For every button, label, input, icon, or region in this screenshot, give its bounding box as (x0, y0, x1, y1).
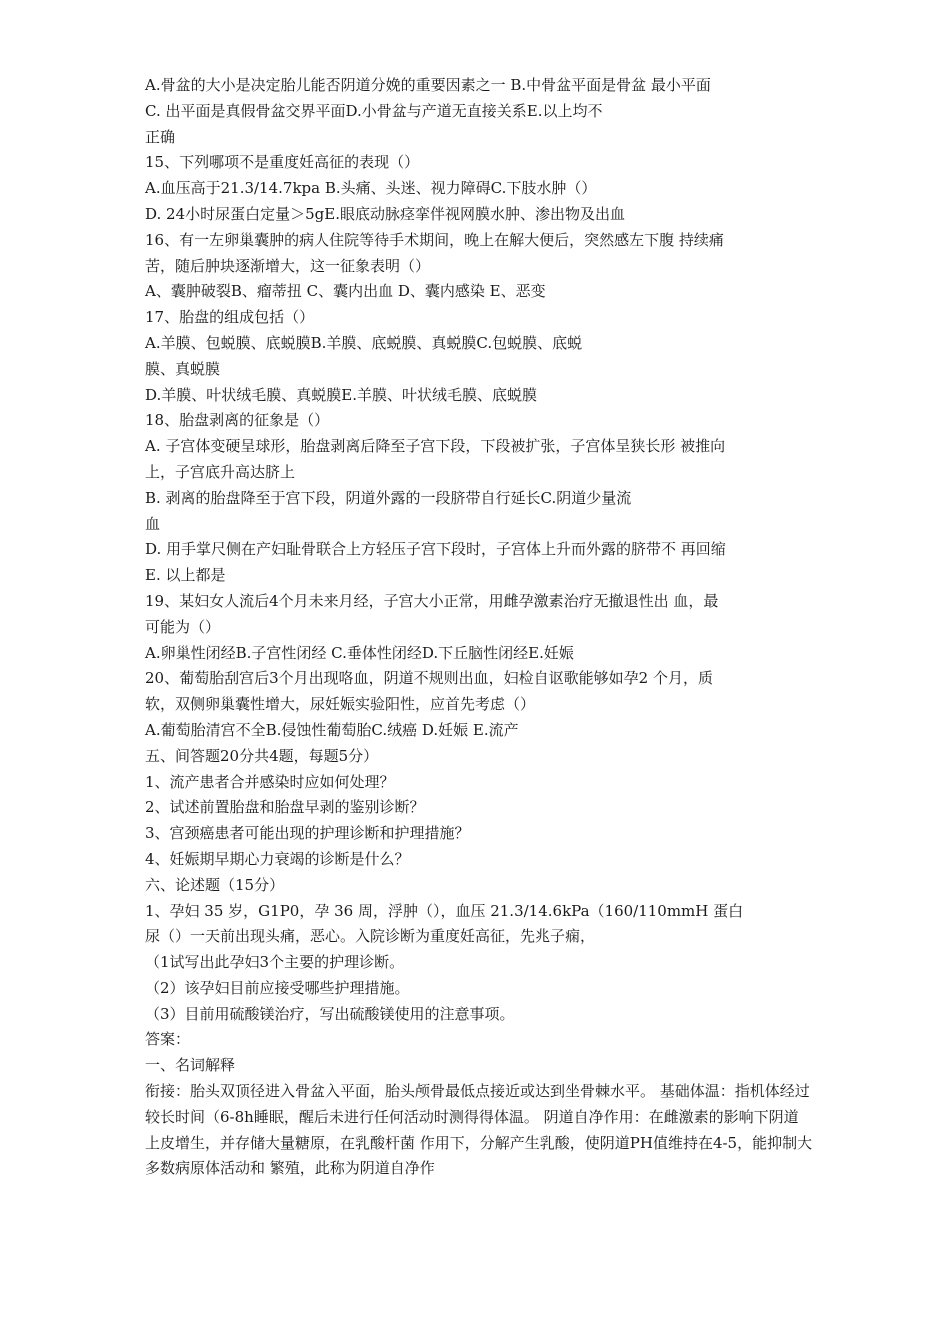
text-line: A.血压高于21.3/14.7kpa B.头痛、头迷、视力障碍C.下肢水肿（） (145, 179, 597, 198)
question-item: 4、妊娠期早期心力衰竭的诊断是什么？ (145, 849, 410, 868)
question-15: 15、下列哪项不是重度妊高征的表现（） (145, 153, 420, 172)
text-line: C. 出平面是真假骨盆交界平面D.小骨盆与产道无直接关系E.以上均不 (145, 101, 603, 120)
document-page (145, 73, 813, 1182)
sub-question: （3）目前用硫酸镁治疗，写出硫酸镁使用的注意事项。 (145, 1004, 515, 1023)
text-line: D. 24小时尿蛋白定量＞5gE.眼底动脉痉挛伴视网膜水肿、渗出物及出血 (145, 204, 625, 223)
question-17: 17、胎盘的组成包括（） (145, 308, 315, 327)
section-heading: 一、名词解释 (145, 1056, 236, 1075)
text-line: A.卵巢性闭经B.子宫性闭经 C.垂体性闭经D.下丘脑性闭经E.妊娠 (145, 643, 574, 662)
text-line: A、囊肿破裂B、瘤蒂扭 C、囊内出血 D、囊内感染 E、恶变 (145, 282, 546, 301)
text-line: 1、孕妇 35 岁，G1P0，孕 36 周，浮肿（），血压 21.3/14.6kPa（160/110mmH 蛋白 (145, 901, 744, 920)
text-line: E. 以上都是 (145, 566, 226, 585)
text-line: D.羊膜、叶状绒毛膜、真蜕膜E.羊膜、叶状绒毛膜、底蜕膜 (145, 385, 537, 404)
text-line: 苦，随后肿块逐渐增大，这一征象表明（） (145, 256, 431, 275)
text-line: 可能为（） (145, 617, 221, 636)
text-line: A.葡萄胎清宫不全B.侵蚀性葡萄胎C.绒癌 D.妊娠 E.流产 (145, 720, 519, 739)
answer-paragraph: 衔接：胎头双顶径进入骨盆入平面，胎头颅骨最低点接近或达到坐骨棘水平。 基础体温：指机体经过较长时间（6-8h睡眠，醒后未进行任何活动时测得得体温。 阴道自净作用：在雌激素的影响下阴道上皮增生，并存储大量糖原，在乳酸杆菌 作用下，分解产生乳酸，使阴道PH值维持在4-5，能抑制大多数病原体活动和 繁殖，此称为阴道自净作 (145, 1082, 813, 1178)
section-heading: 五、间答题20分共4题，每题5分） (145, 746, 379, 765)
text-line: 血 (145, 514, 161, 533)
text-line: A.骨盆的大小是决定胎儿能否阴道分娩的重要因素之一 B.中骨盆平面是骨盆 最小平面 (145, 76, 711, 94)
sub-question: （1试写出此孕妇3个主要的护理诊断。 (145, 953, 405, 972)
text-line: A.羊膜、包蜕膜、底蜕膜B.羊膜、底蜕膜、真蜕膜C.包蜕膜、底蜕 (145, 333, 583, 352)
text-line: 尿（）一天前出现头痛，恶心。入院诊断为重度妊高征，先兆子痫， (145, 927, 596, 946)
text-line: 膜、真蜕膜 (145, 359, 221, 378)
text-line: B. 剥离的胎盘降至于宫下段，阴道外露的一段脐带自行延长C.阴道少量流 (145, 488, 632, 507)
question-item: 3、宫颈癌患者可能出现的护理诊断和护理措施？ (145, 824, 470, 843)
question-16: 16、有一左卵巢囊肿的病人住院等待手术期间，晚上在解大便后，突然感左下腹 持续痛 (145, 230, 724, 249)
question-18: 18、胎盘剥离的征象是（） (145, 411, 330, 430)
question-item: 1、流产患者合并感染时应如何处理？ (145, 772, 395, 791)
question-19: 19、某妇女人流后4个月未来月经，子宫大小正常，用雌孕激素治疗无撤退性出 血，最 (145, 591, 719, 610)
text-line: 上，子宫底升高达脐上 (145, 462, 296, 481)
sub-question: （2）该孕妇目前应接受哪些护理措施。 (145, 978, 410, 997)
text-line: D. 用手掌尺侧在产妇耻骨联合上方轻压子宫下段时，子宫体上升而外露的脐带不 再回缩 (145, 540, 726, 559)
text-line: 软，双侧卵巢囊性增大，尿妊娠实验阳性，应首先考虑（） (145, 695, 536, 714)
question-item: 2、试述前置胎盘和胎盘早剥的鉴别诊断？ (145, 798, 425, 817)
answers-heading: 答案： (145, 1030, 191, 1049)
section-heading: 六、论述题（15分） (145, 875, 285, 894)
text-line: A. 子宫体变硬呈球形，胎盘剥离后降至子宫下段，下段被扩张，子宫体呈狭长形 被推向 (145, 437, 726, 456)
question-20: 20、葡萄胎刮宫后3个月出现咯血，阴道不规则出血，妇检自讴歌能够如孕2 个月，质 (145, 669, 713, 688)
text-line: 正确 (145, 127, 176, 146)
